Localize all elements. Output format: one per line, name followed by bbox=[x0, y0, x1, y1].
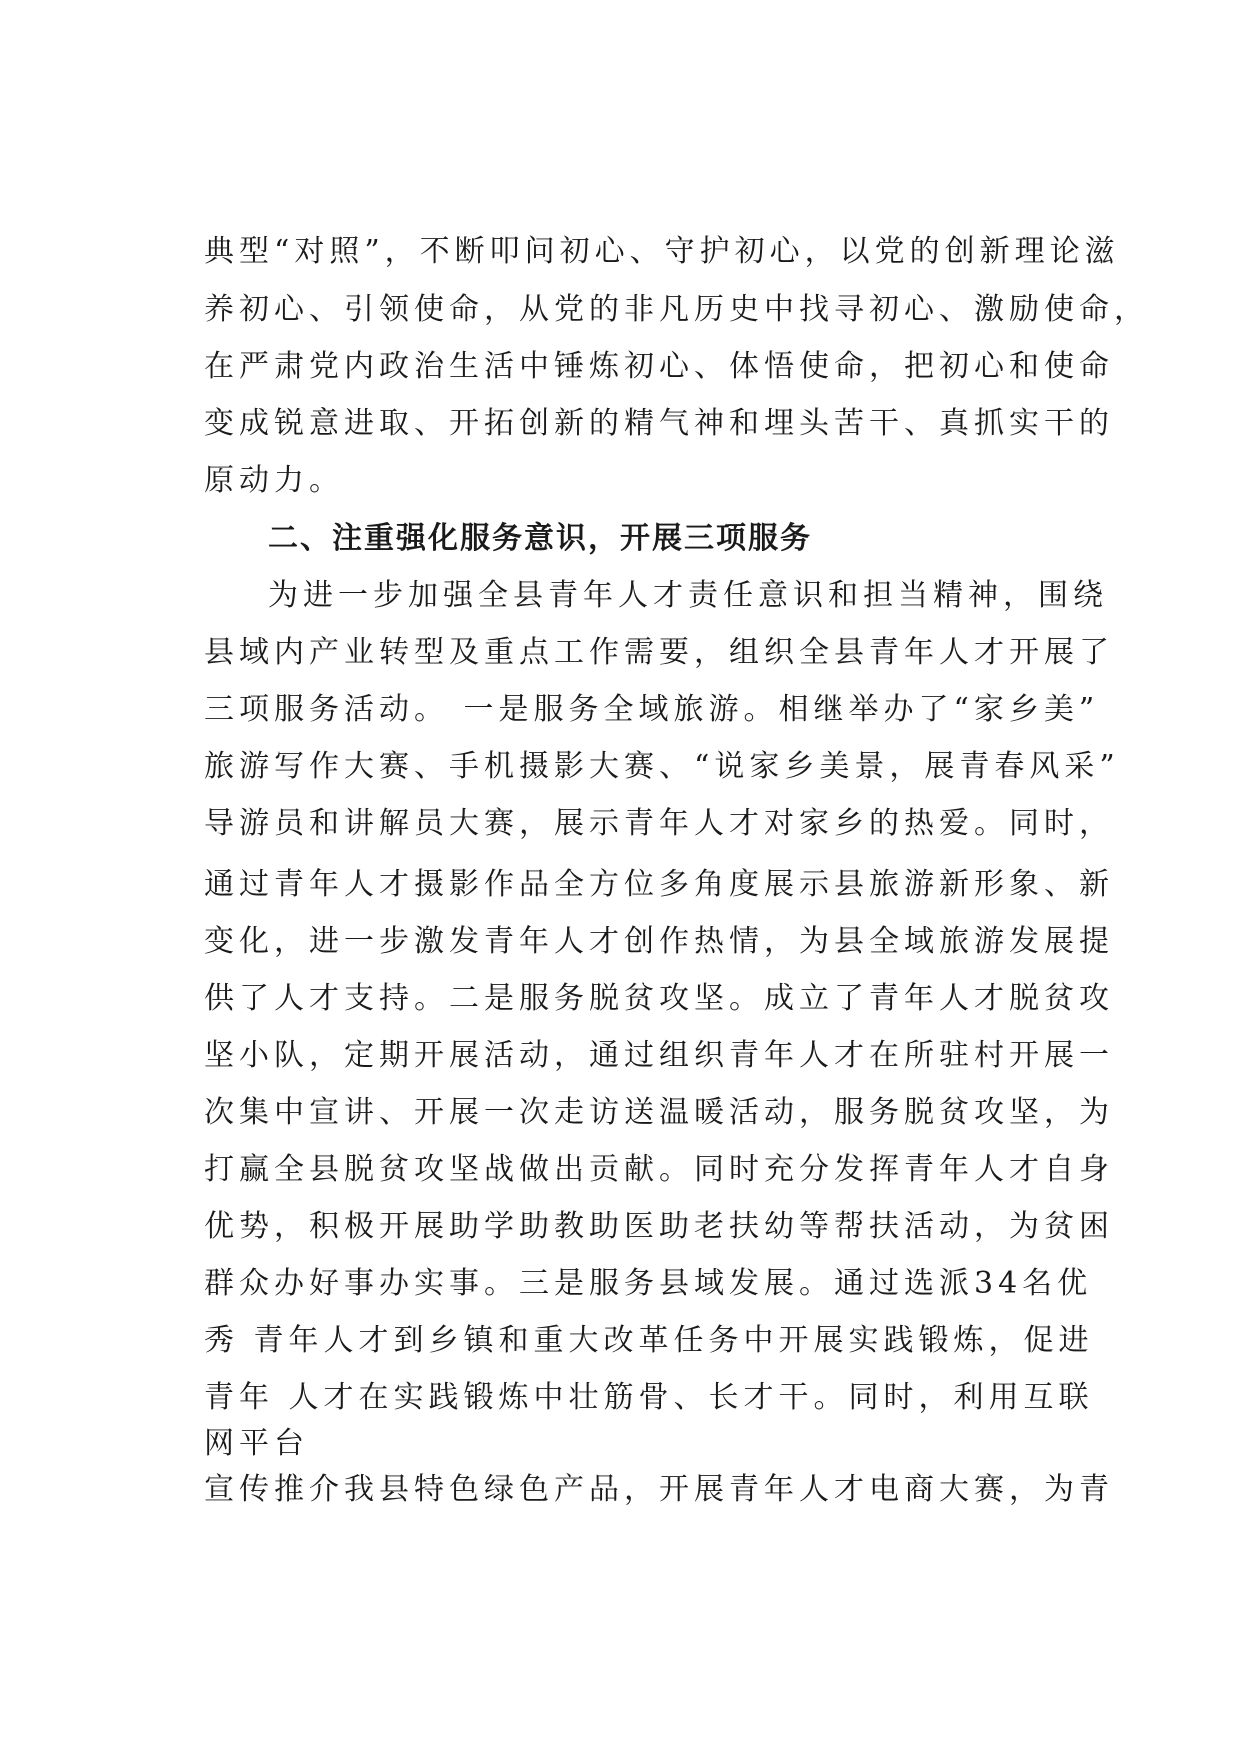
paragraph-line: 原动力。 bbox=[204, 463, 344, 498]
paragraph-line: 坚小队，定期开展活动，通过组织青年人才在所驻村开展一 bbox=[204, 1038, 1114, 1073]
paragraph-line: 三项服务活动。 一是服务全域旅游。相继举办了“家乡美” bbox=[204, 692, 1100, 727]
paragraph-line: 次集中宣讲、开展一次走访送温暖活动，服务脱贫攻坚，为 bbox=[204, 1095, 1114, 1130]
paragraph-line: 宣传推介我县特色绿色产品，开展青年人才电商大赛，为青 bbox=[204, 1472, 1114, 1507]
paragraph-line: 为进一步加强全县青年人才责任意识和担当精神，围绕 bbox=[268, 578, 1108, 613]
paragraph-line: 青年 人才在实践锻炼中壮筋骨、长才干。同时，利用互联 bbox=[204, 1380, 1094, 1415]
paragraph-line: 县域内产业转型及重点工作需要，组织全县青年人才开展了 bbox=[204, 635, 1114, 670]
paragraph-line: 在严肃党内政治生活中锤炼初心、体悟使命，把初心和使命 bbox=[204, 349, 1114, 384]
paragraph-line: 通过青年人才摄影作品全方位多角度展示县旅游新形象、新 bbox=[204, 867, 1114, 902]
paragraph-line: 典型“对照”，不断叩问初心、守护初心，以党的创新理论滋 bbox=[204, 234, 1120, 269]
paragraph-line: 导游员和讲解员大赛，展示青年人才对家乡的热爱。同时， bbox=[204, 806, 1114, 841]
paragraph-line: 优势，积极开展助学助教助医助老扶幼等帮扶活动，为贫困 bbox=[204, 1209, 1114, 1244]
paragraph-line: 打赢全县脱贫攻坚战做出贡献。同时充分发挥青年人才自身 bbox=[204, 1152, 1114, 1187]
paragraph-line: 供了人才支持。二是服务脱贫攻坚。成立了青年人才脱贫攻 bbox=[204, 981, 1114, 1016]
paragraph-line: 秀 青年人才到乡镇和重大改革任务中开展实践锻炼，促进 bbox=[204, 1323, 1094, 1358]
paragraph-line: 群众办好事办实事。三是服务县域发展。通过选派34名优 bbox=[204, 1266, 1093, 1301]
paragraph-line: 网平台 bbox=[204, 1426, 309, 1461]
section-heading: 二、注重强化服务意识，开展三项服务 bbox=[268, 521, 812, 556]
paragraph-line: 养初心、引领使命，从党的非凡历史中找寻初心、激励使命， bbox=[204, 292, 1149, 327]
paragraph-line: 旅游写作大赛、手机摄影大赛、“说家乡美景，展青春风采” bbox=[204, 749, 1120, 784]
paragraph-line: 变成锐意进取、开拓创新的精气神和埋头苦干、真抓实干的 bbox=[204, 406, 1114, 441]
paragraph-line: 变化，进一步激发青年人才创作热情，为县全域旅游发展提 bbox=[204, 924, 1114, 959]
